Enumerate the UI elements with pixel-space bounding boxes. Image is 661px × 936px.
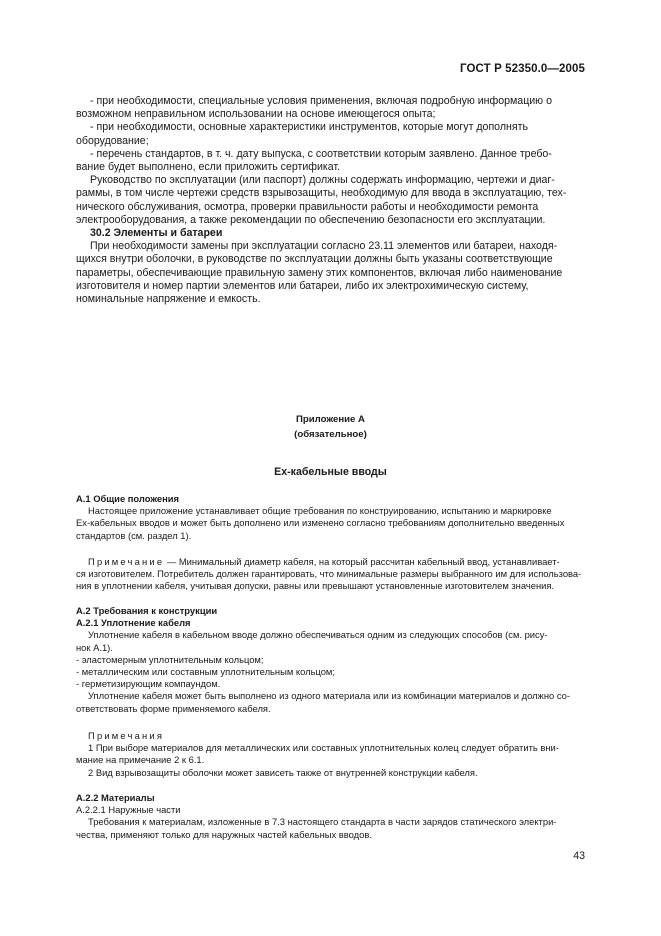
section-a2	[76, 605, 584, 715]
annex-label: Приложение А	[296, 414, 365, 425]
note-text: — Минимальный диаметр кабеля, на который рассчитан кабельный ввод, устанавливает-	[166, 556, 560, 567]
annex-title: Ех-кабельные вводы	[274, 466, 387, 478]
notes-word: Примечания	[88, 730, 165, 741]
note-a1	[76, 556, 584, 593]
paragraph-tool-characteristics	[76, 121, 584, 147]
text-line: Ех-кабельных вводов и может быть дополнено или изменено согласно требованиям дополнительно введенных	[76, 517, 565, 529]
text-line: нок А.1).	[76, 641, 113, 653]
text-line: номинальные напряжение и емкость.	[76, 293, 261, 306]
text-line: вание будет выполнено, если приложить сертификат.	[76, 161, 341, 174]
section-a22-heading: А.2.2 Материалы	[76, 792, 155, 803]
text-line: нического обслуживания, осмотра, проверки правильности работы и необходимости ремонта	[76, 200, 539, 213]
section-a2-heading: А.2 Требования к конструкции	[76, 605, 218, 616]
text-line: Уплотнение кабеля может быть выполнено из одного материала или из комбинации материалов и должно со-	[88, 690, 570, 702]
list-item: - эластомерным уплотнительным кольцом;	[76, 653, 264, 665]
text-line: оборудование;	[76, 134, 149, 147]
section-30-2-heading: 30.2 Элементы и батареи	[90, 227, 223, 240]
text-line: - перечень стандартов, в т. ч. дату выпуска, с соответствии которым заявлено. Данное требо-	[90, 147, 552, 160]
page-number: 43	[573, 850, 585, 862]
section-a221-heading: А.2.2.1 Наружные части	[76, 804, 181, 816]
text-line: ответствовать форме применяемого кабеля.	[76, 702, 271, 714]
paragraph-standards-list	[76, 148, 584, 174]
note-line: 2 Вид взрывозащиты оболочки может зависеть также от внутренней конструкции кабеля.	[88, 766, 478, 778]
note-line: ся изготовителем. Потребитель должен гарантировать, что минимальные размеры выбранного им для использова-	[76, 568, 582, 580]
paragraph-special-conditions	[76, 95, 584, 121]
text-line: стандартов (см. раздел 1).	[76, 529, 192, 541]
text-line: электрооборудования, а также рекомендации по обеспечению безопасности его эксплуатации.	[76, 213, 546, 226]
text-line: щихся внутри оболочки, в руководстве по эксплуатации должны быть указаны соответствующие	[76, 253, 553, 266]
note-line: мание на примечание 2 к 6.1.	[76, 754, 205, 766]
text-line: изготовителя и номер партии элементов или батареи, либо их электрохимическую систему,	[76, 279, 529, 292]
list-item: - металлическим или составным уплотнительным кольцом;	[76, 666, 335, 678]
section-a1-heading: А.1 Общие положения	[76, 493, 179, 504]
text-line: Настоящее приложение устанавливает общие требования по конструированию, испытанию и маркировке	[88, 505, 552, 517]
list-item: - герметизирующим компаундом.	[76, 678, 221, 690]
text-line: Требования к материалам, изложенные в 7.3 настоящего стандарта в части зарядов статического электри-	[88, 816, 557, 828]
section-a22	[76, 792, 584, 841]
note-line	[76, 556, 584, 568]
text-line: чества, применяют только для наружных частей кабельных вводов.	[76, 828, 372, 840]
document-header-id: ГОСТ Р 52350.0—2005	[460, 63, 585, 75]
text-line: Уплотнение кабеля в кабельном вводе должно обеспечиваться одним из следующих способов (см. рису-	[88, 629, 548, 641]
text-line: При необходимости замены при эксплуатации согласно 23.11 элементов или батареи, находя-	[90, 240, 558, 253]
note-line: 1 При выборе материалов для металлических или составных уплотнительных колец следует обратить вни-	[88, 742, 559, 754]
note-line: ния в уплотнении кабеля, учитывая допуски, равны или превышают установленные изготовителем значения.	[76, 580, 555, 592]
top-section	[76, 95, 584, 306]
note-word: Примечание	[88, 556, 165, 567]
text-line: - при необходимости, основные характеристики инструментов, которые могут дополнять	[90, 121, 528, 134]
section-a1	[76, 493, 584, 542]
text-line: возможном неправильном использовании на основе имеющегося опыта;	[76, 108, 436, 121]
paragraph-cells-batteries	[76, 240, 584, 306]
section-a21-heading: А.2.1 Уплотнение кабеля	[76, 617, 191, 629]
text-line: Руководство по эксплуатации (или паспорт) должны содержать информацию, чертежи и диаг-	[90, 174, 555, 187]
notes-a21	[76, 730, 584, 779]
paragraph-operating-manual	[76, 174, 584, 227]
text-line: параметры, обеспечивающие правильную замену этих компонентов, включая либо наименование	[76, 266, 563, 279]
text-line: - при необходимости, специальные условия применения, включая подробную информацию о	[90, 95, 552, 107]
text-line: раммы, в том числе чертежи средств взрывозащиты, необходимую для ввода в эксплуатацию, тех-	[76, 187, 567, 200]
annex-status: (обязательное)	[294, 429, 367, 440]
